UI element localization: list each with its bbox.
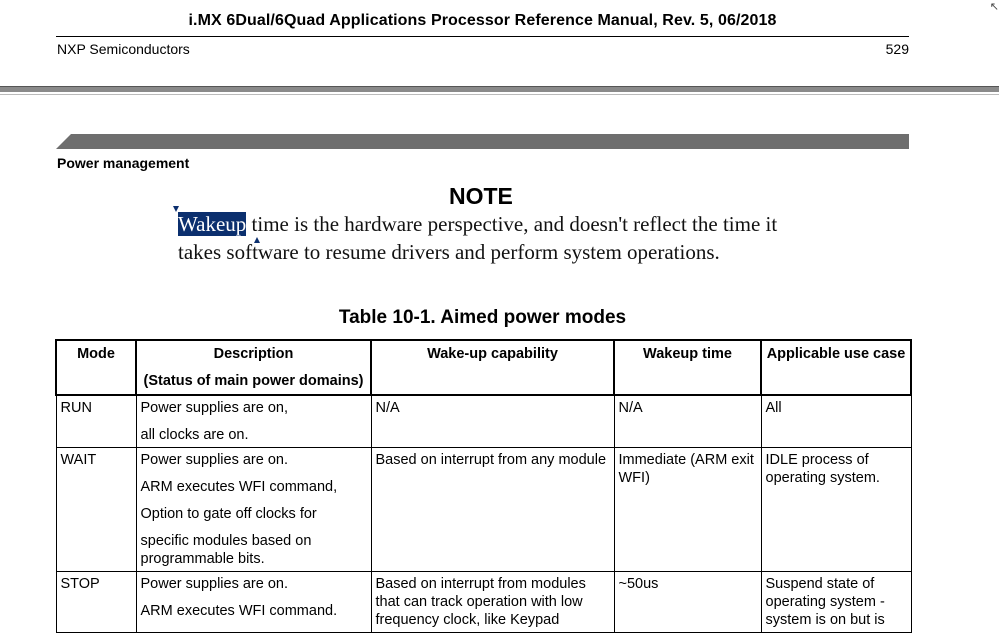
description-line: specific modules based on programmable bits. [140, 533, 312, 567]
cell-use-case: All [761, 395, 911, 448]
section-label: Power management [57, 155, 190, 171]
header-description [136, 340, 371, 395]
table-caption: Table 10-1. Aimed power modes [338, 307, 627, 328]
selection-end-handle[interactable] [254, 237, 260, 243]
table-row [56, 448, 911, 572]
header-use-case: Applicable use case [761, 340, 911, 395]
note-body[interactable] [178, 211, 818, 266]
section-band [56, 134, 909, 149]
cursor-icon: ↖ [989, 1, 999, 13]
header-description-sub: (Status of main power domains) [143, 373, 364, 389]
description-line: Power supplies are on, [140, 400, 288, 416]
cell-mode: STOP [56, 572, 136, 633]
cell-time: ~50us [614, 572, 761, 633]
header-rule [56, 36, 909, 37]
description-line: ARM executes WFI command. [140, 603, 338, 619]
page-number: 529 [885, 41, 909, 57]
cell-time: N/A [614, 395, 761, 448]
cell-capability: N/A [371, 395, 614, 448]
description-line: Power supplies are on. [140, 452, 288, 468]
company-name: NXP Semiconductors [57, 41, 190, 57]
cell-description [136, 448, 371, 572]
cell-description [136, 395, 371, 448]
description-line: Option to gate off clocks for [140, 506, 317, 522]
table-row [56, 572, 911, 633]
table-row [56, 395, 911, 448]
document-title: i.MX 6Dual/6Quad Applications Processor Reference Manual, Rev. 5, 06/2018 [188, 12, 777, 29]
power-modes-table [55, 339, 912, 633]
description-line: Power supplies are on. [140, 576, 288, 592]
cell-description [136, 572, 371, 633]
note-title: NOTE [449, 183, 513, 209]
page-separator [0, 86, 999, 92]
description-line: all clocks are on. [140, 427, 249, 443]
selected-text[interactable]: Wakeup [178, 212, 247, 236]
header-wakeup-capability: Wake-up capability [371, 340, 614, 395]
table-header-row [56, 340, 911, 395]
cell-time: Immediate (ARM exit WFI) [614, 448, 761, 572]
cell-use-case: Suspend state of operating system - system is on but is [761, 572, 911, 633]
page-separator-shadow [0, 94, 999, 95]
cell-mode: WAIT [56, 448, 136, 572]
cell-use-case: IDLE process of operating system. [761, 448, 911, 572]
cell-capability: Based on interrupt from any module [371, 448, 614, 572]
cell-mode: RUN [56, 395, 136, 448]
note-text[interactable]: time is the hardware perspective, and doesn't reflect the time it takes software to resume drivers and perform system operations. [178, 212, 778, 264]
header-description-main: Description [213, 346, 294, 362]
header-mode: Mode [56, 340, 136, 395]
header-wakeup-time: Wakeup time [614, 340, 761, 395]
description-line: ARM executes WFI command, [140, 479, 338, 495]
cell-capability: Based on interrupt from modules that can track operation with low frequency clock, like Keypad [371, 572, 614, 633]
